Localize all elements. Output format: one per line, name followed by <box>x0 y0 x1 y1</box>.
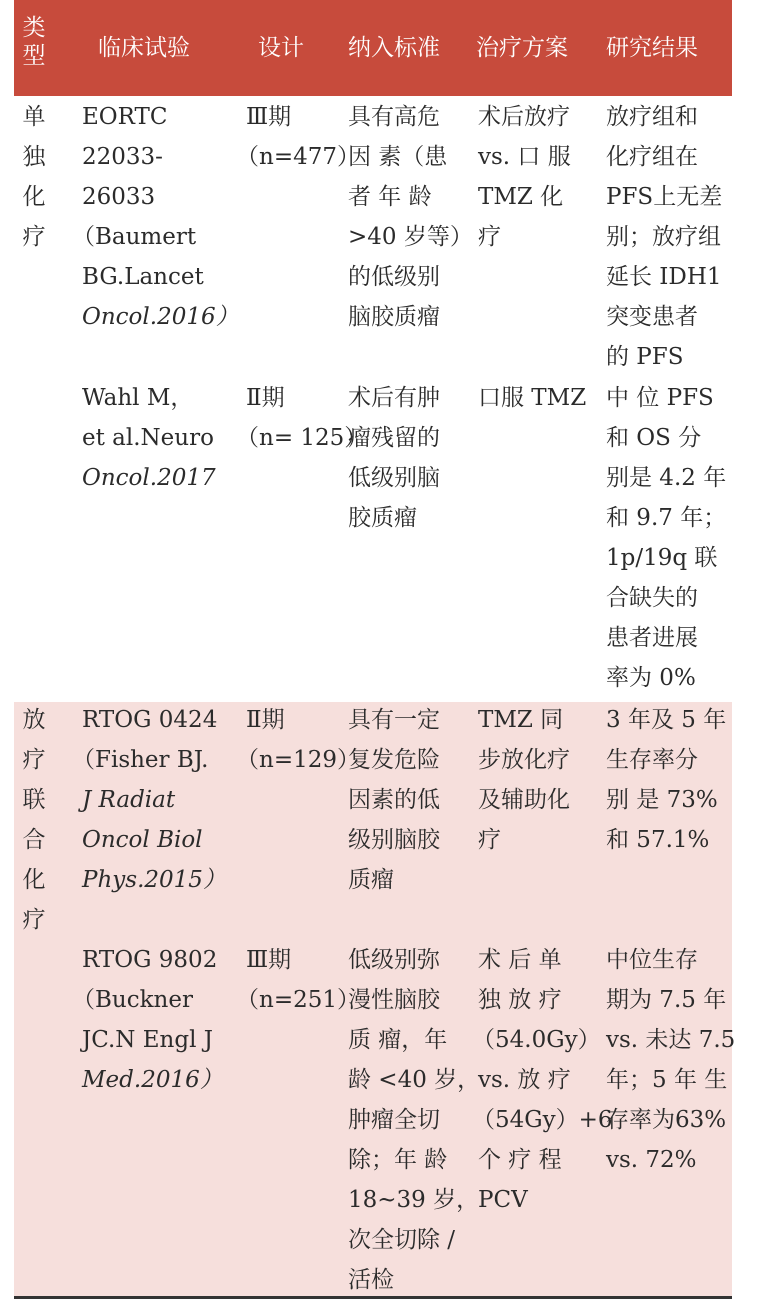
result-line: vs. 72% <box>606 1147 697 1173</box>
trial-line: （Fisher BJ. <box>72 747 209 773</box>
result-line: 合缺失的 <box>606 585 698 611</box>
design-cell <box>236 940 360 1020</box>
header-trial: 临床试验 <box>98 35 190 61</box>
treatment-line: TMZ 化 <box>478 184 564 210</box>
treatment-cell <box>478 700 570 860</box>
result-line: 和 9.7 年； <box>606 505 727 531</box>
result-line: 别 是 73% <box>606 787 718 813</box>
design-n: （n=477） <box>236 144 360 170</box>
trial-line: Oncol Biol <box>82 827 203 853</box>
design-phase: Ⅲ期 <box>246 947 292 973</box>
inclusion-line: >40 岁等） <box>348 224 473 250</box>
type-char: 疗 <box>22 907 46 933</box>
header-type-char-2: 型 <box>22 43 46 69</box>
header-design: 设计 <box>258 35 304 61</box>
type-char: 疗 <box>22 224 46 250</box>
treatment-line: 及辅助化 <box>478 787 570 813</box>
inclusion-cell <box>348 378 440 538</box>
trial-line: （Baumert <box>72 224 197 250</box>
result-line: PFS上无差 <box>606 184 723 210</box>
trial-line: Oncol.2017 <box>82 465 216 491</box>
inclusion-line: 者 年 龄 <box>348 184 432 210</box>
design-phase: Ⅱ期 <box>246 385 285 411</box>
result-line: 和 57.1% <box>606 827 710 853</box>
inclusion-line: 因 素（患 <box>348 144 448 170</box>
design-phase: Ⅲ期 <box>246 104 292 130</box>
design-n: （n= 125） <box>236 425 368 451</box>
trial-line: （Buckner <box>72 987 193 1013</box>
inclusion-line: 的低级别 <box>348 264 440 290</box>
inclusion-line: 术后有肿 <box>348 385 440 411</box>
treatment-line: 疗 <box>478 224 501 250</box>
treatment-line: 术 后 单 <box>478 947 562 973</box>
trial-cell <box>72 940 223 1100</box>
treatment-line: vs. 放 疗 <box>478 1067 571 1093</box>
trial-line: 26033 <box>82 184 156 210</box>
treatment-cell <box>478 97 571 257</box>
inclusion-line: 因素的低 <box>348 787 440 813</box>
treatment-line: （54Gy）+6 <box>472 1107 613 1133</box>
type-char: 化 <box>22 184 46 210</box>
result-line: 放疗组和 <box>606 104 698 130</box>
inclusion-line: 级别脑胶 <box>348 827 440 853</box>
result-line: 生存率分 <box>606 747 698 773</box>
trial-line: Phys.2015） <box>82 867 226 893</box>
treatment-line: 个 疗 程 <box>478 1147 562 1173</box>
result-cell <box>606 940 735 1180</box>
header-type <box>14 14 54 70</box>
trial-line: Med.2016） <box>82 1067 223 1093</box>
clinical-trials-table <box>14 0 736 1300</box>
trial-line: et al.Neuro <box>82 425 214 451</box>
inclusion-line: 复发危险 <box>348 747 440 773</box>
inclusion-line: 除；年 龄 <box>348 1147 448 1173</box>
header-result: 研究结果 <box>606 35 698 61</box>
inclusion-line: 具有高危 <box>348 104 440 130</box>
treatment-line: 口服 TMZ <box>478 385 587 411</box>
inclusion-cell <box>348 700 440 900</box>
trial-line: RTOG 9802 <box>82 947 218 973</box>
trial-line: EORTC <box>82 104 168 130</box>
result-cell <box>606 378 726 698</box>
trial-line: RTOG 0424 <box>82 707 218 733</box>
treatment-line: 术后放疗 <box>478 104 570 130</box>
design-phase: Ⅱ期 <box>246 707 285 733</box>
trial-line: 22033- <box>82 144 163 170</box>
header-treatment: 治疗方案 <box>476 35 568 61</box>
inclusion-line: 瘤残留的 <box>348 425 440 451</box>
result-line: 率为 0% <box>606 665 696 691</box>
table-bottom-rule <box>14 1296 732 1299</box>
result-line: vs. 未达 7.5 <box>606 1027 736 1053</box>
result-line: 突变患者 <box>606 304 698 330</box>
inclusion-line: 18~39 岁， <box>348 1187 480 1213</box>
inclusion-line: 低级别弥 <box>348 947 440 973</box>
result-line: 1p/19q 联 <box>606 545 718 571</box>
result-line: 年；5 年 生 <box>606 1067 728 1093</box>
result-line: 别；放疗组 <box>606 224 721 250</box>
trial-line: BG.Lancet <box>82 264 204 290</box>
inclusion-line: 肿瘤全切 <box>348 1107 440 1133</box>
inclusion-line: 活检 <box>348 1267 394 1293</box>
design-n: （n=251） <box>236 987 360 1013</box>
treatment-line: vs. 口 服 <box>478 144 571 170</box>
treatment-line: 独 放 疗 <box>478 987 562 1013</box>
result-line: 别是 4.2 年 <box>606 465 727 491</box>
treatment-line: 步放化疗 <box>478 747 570 773</box>
result-line: 延长 IDH1 <box>606 264 722 290</box>
result-cell <box>606 97 722 377</box>
inclusion-line: 具有一定 <box>348 707 440 733</box>
trial-line: Wahl M， <box>82 385 194 411</box>
inclusion-line: 脑胶质瘤 <box>348 304 440 330</box>
inclusion-line: 质瘤 <box>348 867 394 893</box>
inclusion-line: 质 瘤，年 <box>348 1027 448 1053</box>
table-header <box>14 0 732 96</box>
type-char: 单 <box>22 104 46 130</box>
trial-line: J Radiat <box>82 787 176 813</box>
type-char: 合 <box>22 827 46 853</box>
result-line: 期为 7.5 年 <box>606 987 727 1013</box>
design-n: （n=129） <box>236 747 360 773</box>
type-char: 疗 <box>22 747 46 773</box>
treatment-cell <box>478 378 586 418</box>
trial-cell <box>82 378 216 498</box>
treatment-line: 疗 <box>478 827 501 853</box>
inclusion-line: 龄 <40 岁， <box>348 1067 481 1093</box>
result-line: 中位生存 <box>606 947 698 973</box>
type-radio-chemo <box>14 700 54 940</box>
type-char: 独 <box>22 144 46 170</box>
inclusion-line: 次全切除 / <box>348 1227 456 1253</box>
trial-line: JC.N Engl J <box>82 1027 213 1053</box>
inclusion-cell <box>348 940 480 1300</box>
result-line: 的 PFS <box>606 344 684 370</box>
treatment-line: PCV <box>478 1187 528 1213</box>
trial-cell <box>72 97 239 337</box>
trial-cell <box>72 700 226 900</box>
inclusion-line: 漫性脑胶 <box>348 987 440 1013</box>
treatment-line: （54.0Gy） <box>472 1027 601 1053</box>
design-cell <box>236 700 360 780</box>
result-line: 和 OS 分 <box>606 425 702 451</box>
result-cell <box>606 700 726 860</box>
result-line: 中 位 PFS <box>606 385 714 411</box>
result-line: 存率为63% <box>606 1107 727 1133</box>
header-inclusion: 纳入标准 <box>348 35 440 61</box>
trial-line: Oncol.2016） <box>82 304 239 330</box>
type-single-chemo <box>14 97 54 257</box>
header-type-char-1: 类 <box>22 15 46 41</box>
result-line: 3 年及 5 年 <box>606 707 727 733</box>
inclusion-line: 低级别脑 <box>348 465 440 491</box>
treatment-line: TMZ 同 <box>478 707 564 733</box>
type-char: 联 <box>22 787 46 813</box>
result-line: 患者进展 <box>606 625 698 651</box>
design-cell <box>236 97 360 177</box>
type-char: 化 <box>22 867 46 893</box>
inclusion-cell <box>348 97 473 337</box>
inclusion-line: 胶质瘤 <box>348 505 417 531</box>
treatment-cell <box>472 940 613 1220</box>
type-char: 放 <box>22 707 46 733</box>
result-line: 化疗组在 <box>606 144 698 170</box>
